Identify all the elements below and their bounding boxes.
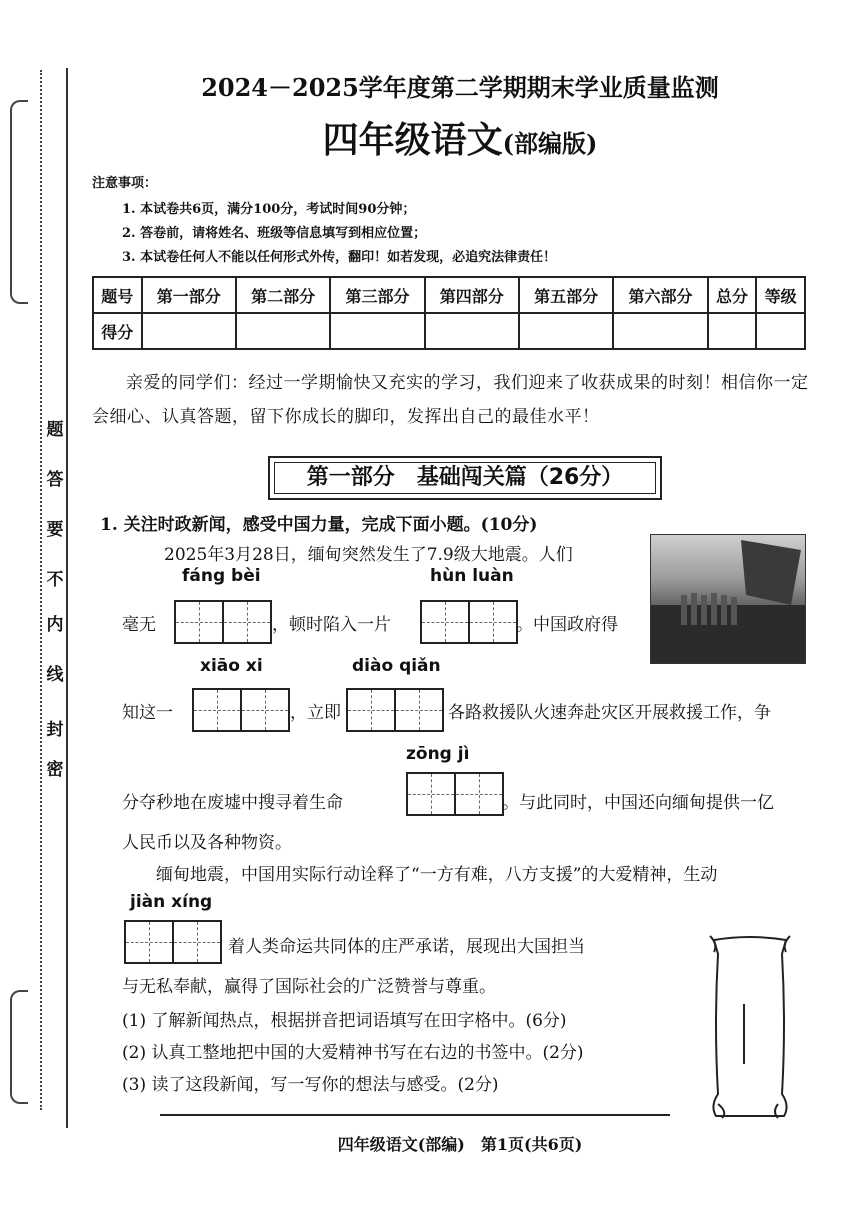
pinyin: hùn luàn (430, 566, 514, 586)
subject-name: 四年级语文 (322, 119, 503, 161)
header-cell: 题号 (93, 277, 142, 313)
note-item: 3. 本试卷任何人不能以任何形式外传，翻印！如若发现，必追究法律责任！ (122, 250, 557, 265)
edition-label: (部编版) (502, 129, 598, 158)
notes-heading: 注意事项： (92, 176, 158, 191)
note-item: 2. 答卷前，请将姓名、班级等信息填写到相应位置； (122, 226, 427, 241)
seal-char-mi: 密 (46, 760, 64, 780)
tianzige-box[interactable] (174, 600, 272, 644)
sub-question: (1) 了解新闻热点，根据拼音把词语填写在田字格中。(6分) (122, 1011, 567, 1031)
text-segment: 与无私奉献，赢得了国际社会的广泛赞誉与尊重。 (122, 977, 496, 997)
header-cell: 等级 (756, 277, 805, 313)
binding-dotted-line (40, 70, 42, 1110)
score-cell[interactable] (708, 313, 757, 349)
earthquake-rescue-photo (650, 534, 806, 664)
note-item: 1. 本试卷共6页，满分100分，考试时间90分钟； (122, 202, 416, 217)
header-cell: 第六部分 (613, 277, 707, 313)
text-segment: 人民币以及各种物资。 (122, 833, 292, 853)
score-cell[interactable] (519, 313, 613, 349)
bookmark-writing-area[interactable] (704, 934, 796, 1120)
question-stem: 1. 关注时政新闻，感受中国力量，完成下面小题。(10分) (100, 515, 538, 535)
text-segment: 各路救援队火速奔赴灾区开展救援工作，争 (448, 703, 771, 723)
score-cell[interactable] (142, 313, 236, 349)
row-label: 得分 (93, 313, 142, 349)
tianzige-box[interactable] (124, 920, 222, 964)
score-cell[interactable] (756, 313, 805, 349)
pinyin: xiāo xi (200, 656, 263, 676)
text-segment: 着人类命运共同体的庄严承诺，展现出大国担当 (228, 937, 585, 957)
intro-paragraph: 亲爱的同学们：经过一学期愉快又充实的学习，我们迎来了收获成果的时刻！相信你一定会细心、认真答题，留下你成长的脚印，发挥出自己的最佳水平！ (92, 373, 809, 427)
binding-solid-line (66, 68, 68, 1128)
section-title: 第一部分 基础闯关篇（26分） (274, 462, 656, 494)
text-segment: ，顿时陷入一片 (272, 615, 391, 635)
tianzige-box[interactable] (406, 772, 504, 816)
header-cell: 第一部分 (142, 277, 236, 313)
passage-line: 2025年3月28日，缅甸突然发生了7.9级大地震。人们 (164, 545, 573, 565)
text-segment: 。中国政府得 (516, 615, 618, 635)
seal-char-nei: 内 (46, 615, 64, 635)
header-cell: 第四部分 (425, 277, 519, 313)
score-cell[interactable] (330, 313, 424, 349)
sub-question: (2) 认真工整地把中国的大爱精神书写在右边的书签中。(2分) (122, 1043, 584, 1063)
text-segment: 毫无 (122, 615, 156, 635)
seal-char-bu: 不 (46, 570, 64, 590)
header-cell: 第五部分 (519, 277, 613, 313)
tianzige-box[interactable] (420, 600, 518, 644)
score-table-header-row (93, 277, 805, 313)
seal-char-da: 答 (46, 470, 64, 490)
margin-bracket-top (10, 100, 28, 304)
seal-char-feng: 封 (46, 720, 64, 740)
score-table-score-row (93, 313, 805, 349)
score-cell[interactable] (236, 313, 330, 349)
seal-char-ti: 题 (46, 420, 64, 440)
pinyin: diào qiǎn (352, 656, 441, 676)
tianzige-box[interactable] (192, 688, 290, 732)
sub-question: (3) 读了这段新闻，写一写你的想法与感受。(2分) (122, 1075, 499, 1095)
subject-title (100, 112, 820, 163)
text-segment: 。与此同时，中国还向缅甸提供一亿 (502, 793, 774, 813)
exam-title: 2024－2025学年度第二学期期末学业质量监测 (201, 73, 719, 102)
margin-bracket-bottom (10, 990, 28, 1104)
pinyin: zōng jì (406, 744, 470, 764)
header-cell: 第二部分 (236, 277, 330, 313)
seal-char-yao: 要 (46, 520, 64, 540)
pinyin: jiàn xíng (130, 892, 213, 912)
header-cell: 第三部分 (330, 277, 424, 313)
tianzige-box[interactable] (346, 688, 444, 732)
header-cell: 总分 (708, 277, 757, 313)
text-segment: ，立即 (290, 703, 341, 723)
bottom-rule (160, 1114, 670, 1116)
score-table (92, 276, 806, 350)
pinyin: fáng bèi (182, 566, 261, 586)
score-cell[interactable] (425, 313, 519, 349)
text-segment: 缅甸地震，中国用实际行动诠释了“一方有难，八方支援”的大爱精神，生动 (156, 865, 718, 885)
page-footer: 四年级语文(部编) 第1页(共6页) (337, 1135, 583, 1154)
text-segment: 知这一 (122, 703, 173, 723)
text-segment: 分夺秒地在废墟中搜寻着生命 (122, 793, 343, 813)
score-cell[interactable] (613, 313, 707, 349)
section-banner (268, 456, 662, 500)
seal-char-xian: 线 (46, 665, 64, 685)
